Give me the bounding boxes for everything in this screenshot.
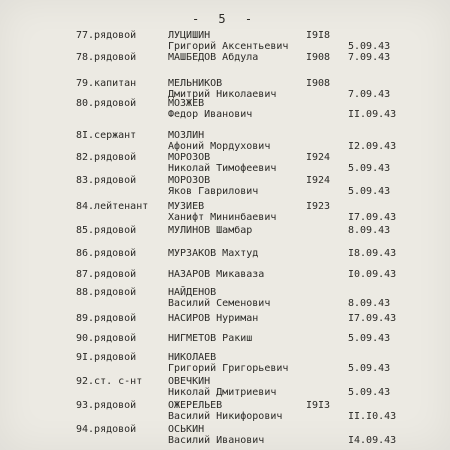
- date-of-death: I8.09.43: [348, 248, 397, 259]
- birth-year: I923: [306, 201, 331, 212]
- surname: МОРОЗОВ: [168, 152, 211, 163]
- page-number: - 5 -: [191, 12, 259, 26]
- date-of-death: I2.09.43: [348, 141, 397, 152]
- given-names: Яков Гаврилович: [168, 186, 259, 197]
- surname: МАШБЕДОВ Абдула: [168, 52, 259, 63]
- surname: МУЗИЕВ: [168, 201, 205, 212]
- date-of-death: 8.09.43: [348, 298, 391, 309]
- rank-label: 86.рядовой: [76, 248, 137, 259]
- rank-label: 92.ст. с-нт: [76, 376, 143, 387]
- rank-label: 94.рядовой: [76, 424, 137, 435]
- date-of-death: I0.09.43: [348, 269, 397, 280]
- date-of-death: I7.09.43: [348, 313, 397, 324]
- date-of-death: 7.09.43: [348, 89, 391, 100]
- rank-label: 82.рядовой: [76, 152, 137, 163]
- rank-label: 85.рядовой: [76, 225, 137, 236]
- given-names: Василий Иванович: [168, 435, 265, 446]
- date-of-death: 8.09.43: [348, 225, 391, 236]
- rank-label: 79.капитан: [76, 78, 137, 89]
- rank-label: 8I.сержант: [76, 130, 137, 141]
- given-names: Николай Дмитриевич: [168, 387, 277, 398]
- date-of-death: II.I0.43: [348, 411, 397, 422]
- rank-label: 93.рядовой: [76, 400, 137, 411]
- rank-label: 78.рядовой: [76, 52, 137, 63]
- given-names: Василий Семенович: [168, 298, 271, 309]
- surname: МОЗЛИН: [168, 130, 205, 141]
- date-of-death: 5.09.43: [348, 163, 391, 174]
- birth-year: I908: [306, 78, 331, 89]
- given-names: Афоний Мордухович: [168, 141, 271, 152]
- surname: МОРОЗОВ: [168, 175, 211, 186]
- surname: МЕЛЬНИКОВ: [168, 78, 223, 89]
- surname: НАЙДЕНОВ: [168, 287, 217, 298]
- surname: НАСИРОВ Нуриман: [168, 313, 259, 324]
- rank-label: 77.рядовой: [76, 30, 137, 41]
- rank-label: 80.рядовой: [76, 98, 137, 109]
- given-names: Григорий Григорьевич: [168, 363, 289, 374]
- date-of-death: II.09.43: [348, 109, 397, 120]
- given-names: Григорий Аксентьевич: [168, 41, 289, 52]
- surname: НИКОЛАЕВ: [168, 352, 217, 363]
- surname: ОЖЕРЕЛЬЕВ: [168, 400, 223, 411]
- given-names: Дмитрий Николаевич: [168, 89, 277, 100]
- rank-label: 88.рядовой: [76, 287, 137, 298]
- rank-label: 9I.рядовой: [76, 352, 137, 363]
- surname: МОЗЖЕВ: [168, 98, 205, 109]
- surname: НАЗАРОВ Микаваза: [168, 269, 265, 280]
- date-of-death: 5.09.43: [348, 333, 391, 344]
- date-of-death: I7.09.43: [348, 212, 397, 223]
- rank-label: 87.рядовой: [76, 269, 137, 280]
- date-of-death: 5.09.43: [348, 41, 391, 52]
- date-of-death: 5.09.43: [348, 387, 391, 398]
- birth-year: I924: [306, 152, 331, 163]
- given-names: Федор Иванович: [168, 109, 253, 120]
- birth-year: I924: [306, 175, 331, 186]
- surname: НИГМЕТОВ Ракиш: [168, 333, 253, 344]
- rank-label: 90.рядовой: [76, 333, 137, 344]
- date-of-death: 7.09.43: [348, 52, 391, 63]
- given-names: Ханифт Мининбаевич: [168, 212, 277, 223]
- rank-label: 84.лейтенант: [76, 201, 149, 212]
- rank-label: 89.рядовой: [76, 313, 137, 324]
- given-names: Василий Никифорович: [168, 411, 283, 422]
- surname: МУРЗАКОВ Махтуд: [168, 248, 259, 259]
- date-of-death: I4.09.43: [348, 435, 397, 446]
- rank-label: 83.рядовой: [76, 175, 137, 186]
- birth-year: I9I3: [306, 400, 331, 411]
- surname: ОСЬКИН: [168, 424, 205, 435]
- date-of-death: 5.09.43: [348, 186, 391, 197]
- birth-year: I9I8: [306, 30, 331, 41]
- surname: МУЛИНОВ Шамбар: [168, 225, 253, 236]
- surname: ЛУЦИШИН: [168, 30, 211, 41]
- surname: ОВЕЧКИН: [168, 376, 211, 387]
- birth-year: I908: [306, 52, 331, 63]
- given-names: Николай Тимофеевич: [168, 163, 277, 174]
- date-of-death: 5.09.43: [348, 363, 391, 374]
